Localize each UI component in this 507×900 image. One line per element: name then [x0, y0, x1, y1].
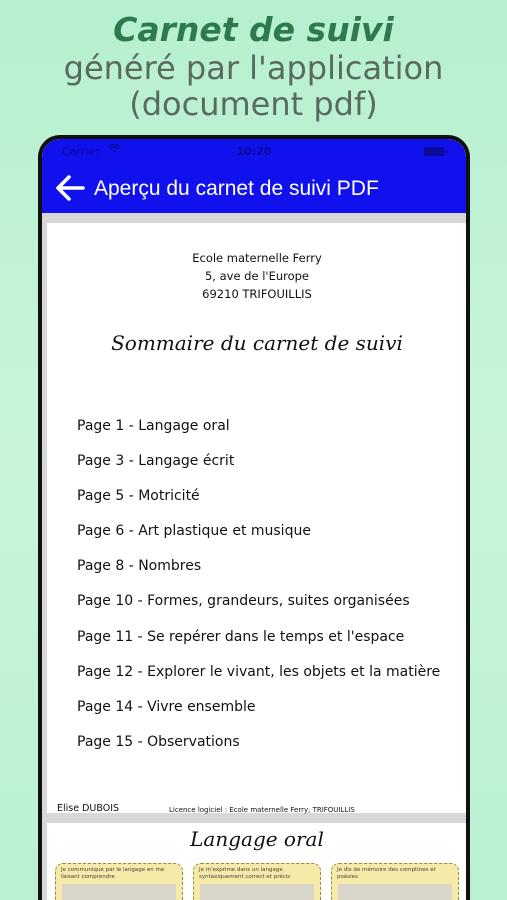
navigation-bar: [42, 171, 466, 207]
phone-screen: [42, 139, 466, 900]
table-of-contents: [77, 416, 440, 767]
skill-photo: [62, 884, 176, 900]
toc-item: Page 3 - Langage écrit: [77, 453, 235, 470]
promo-title: Carnet de suivi: [113, 10, 394, 49]
toc-item: Page 10 - Formes, grandeurs, suites organisées: [77, 593, 410, 610]
back-button[interactable]: [52, 171, 88, 207]
toc-item: Page 14 - Vivre ensemble: [77, 698, 256, 715]
toc-item: Page 8 - Nombres: [77, 558, 202, 575]
skill-photo: [200, 884, 314, 900]
status-time: 10:20: [236, 145, 272, 158]
toc-item: Page 12 - Explorer le vivant, les objets et la matière: [77, 663, 441, 680]
carrier-label: Carrier: [62, 145, 100, 158]
address-line: Ecole maternelle Ferry: [192, 251, 322, 265]
pdf-page-langage-oral[interactable]: [47, 823, 466, 900]
status-bar: [42, 143, 466, 161]
promo-subtitle-line1: généré par l'application: [63, 49, 444, 87]
skill-card: [193, 863, 321, 900]
nav-title: Aperçu du carnet de suivi PDF: [94, 177, 379, 200]
promo-subtitle-line2: (document pdf): [129, 85, 378, 123]
school-address: [47, 249, 466, 303]
toc-item: Page 11 - Se repérer dans le temps et l'espace: [77, 628, 405, 645]
skill-card: [55, 863, 183, 900]
skill-card-text: Je communique par le langage en me faisant comprendre: [61, 867, 165, 880]
page2-title: Langage oral: [190, 827, 324, 851]
skill-card-text: Je dis de mémoire des comptines et poésies: [337, 867, 436, 880]
address-line: 5, ave de l'Europe: [204, 269, 310, 283]
toc-item: Page 1 - Langage oral: [77, 418, 230, 434]
skill-card: [331, 863, 459, 900]
skill-card-text: Je m'exprime dans un langage syntaxiquement correct et précis: [199, 867, 291, 880]
toc-item: Page 5 - Motricité: [77, 488, 200, 505]
address-line: 69210 TRIFOUILLIS: [202, 287, 312, 301]
toc-item: Page 15 - Observations: [77, 733, 240, 750]
toc-item: Page 6 - Art plastique et musique: [77, 523, 311, 540]
phone-frame: [38, 135, 470, 900]
app-bar: [42, 139, 466, 213]
teacher-name: Elise DUBOIS: [57, 803, 120, 814]
summary-title: Sommaire du carnet de suivi: [111, 331, 403, 355]
pdf-page-summary[interactable]: [47, 223, 466, 813]
arrow-left-icon: [53, 171, 87, 205]
battery-icon: [424, 147, 444, 156]
license-text: Licence logiciel : Ecole maternelle Ferry, TRIFOUILLIS: [169, 806, 355, 814]
skill-photo: [338, 884, 452, 900]
